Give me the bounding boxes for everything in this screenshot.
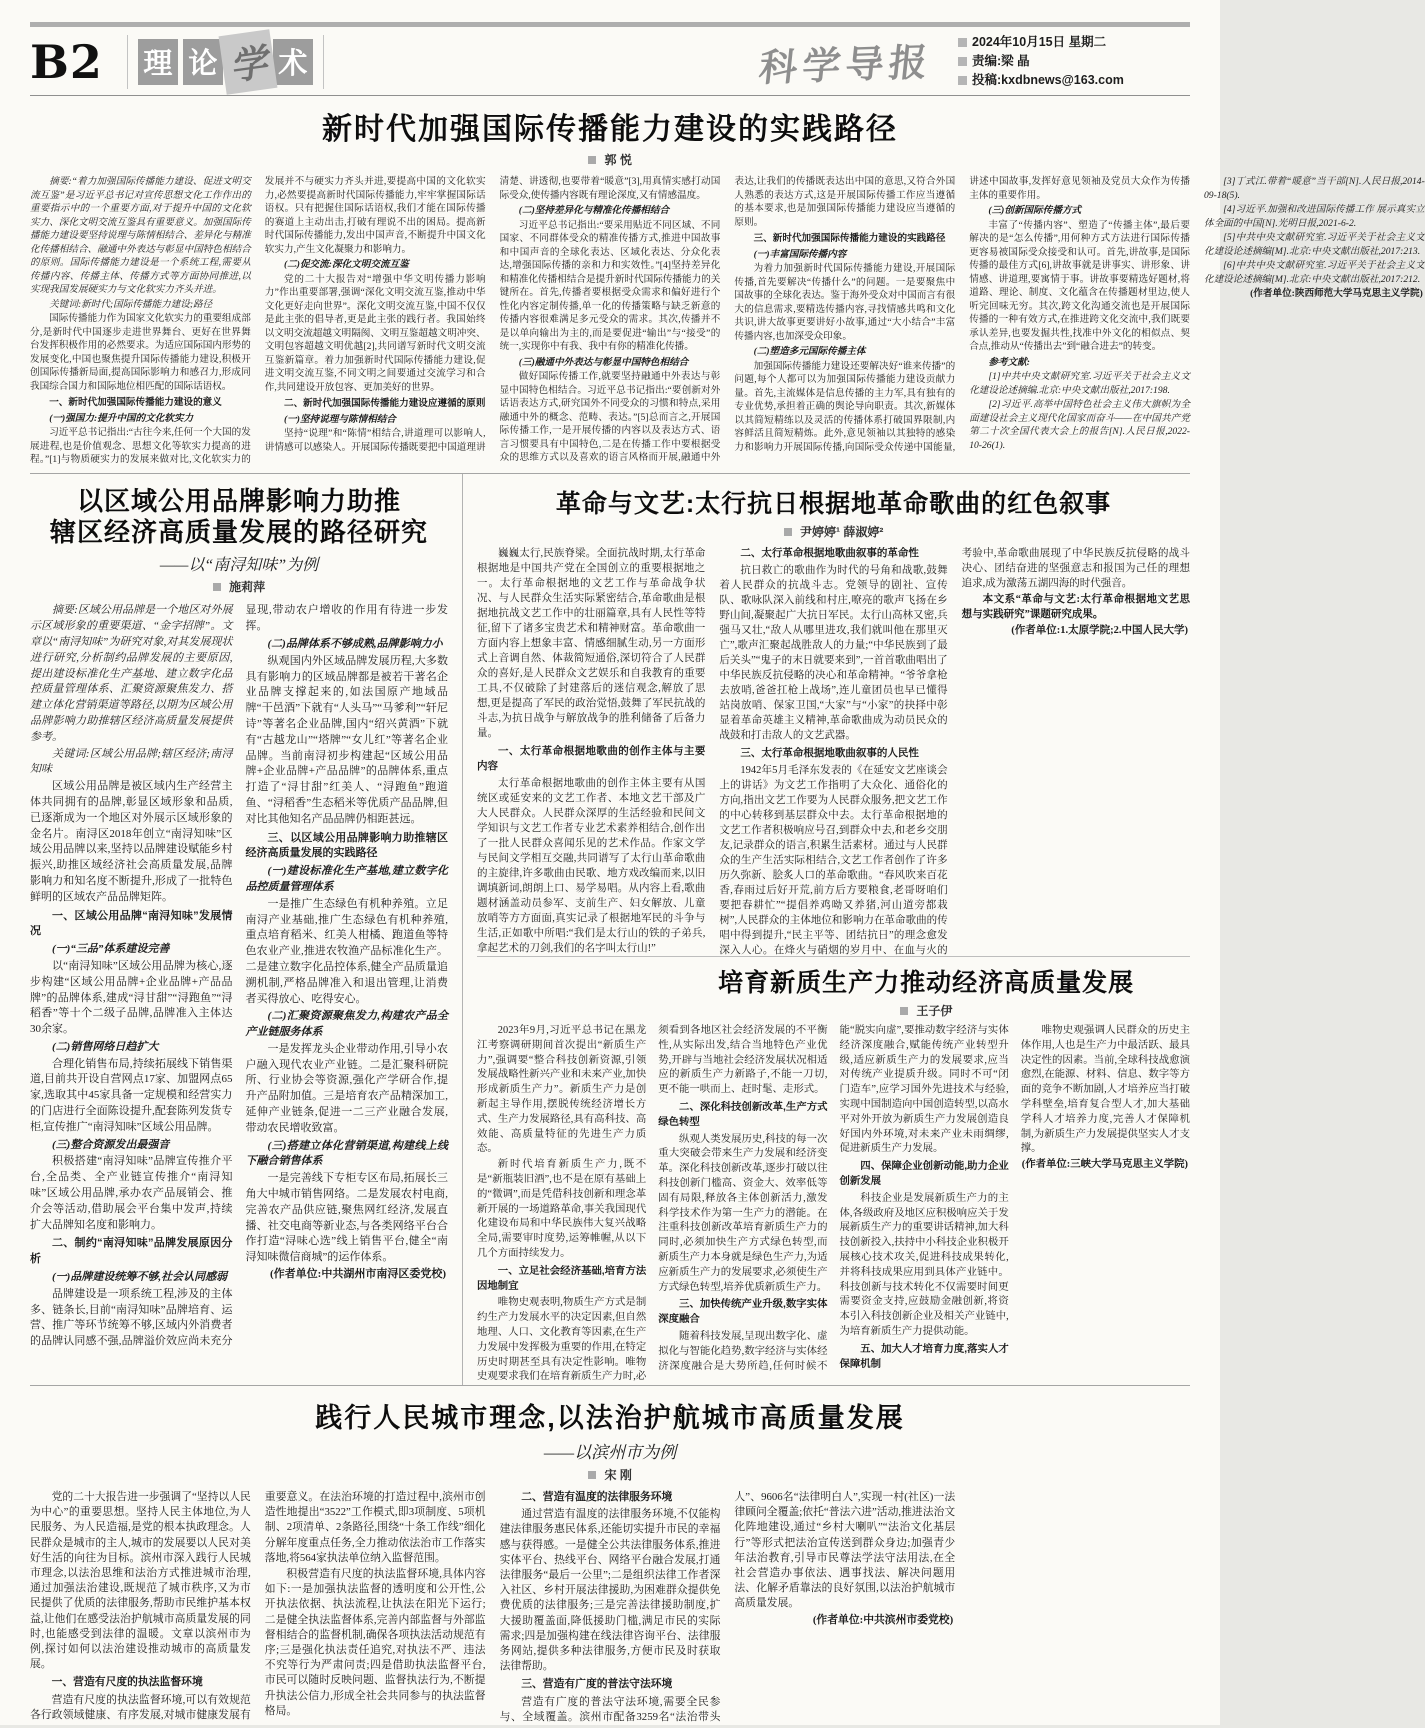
page-number: B2 [30, 34, 103, 89]
subsection-heading: (一)丰富国际传播内容 [753, 248, 847, 260]
right-column-block [463, 474, 1190, 1385]
body-paragraph: 2023年9月,习近平总书记在黑龙江考察调研期间首次提出“新质生产力”,强调要“整合科技创新资源,引领发展战略性新兴产业和未来产业,加快形成新质生产力”。新质生产力是创新起主导作用,摆脱传统经济增长方式、生产力发展路径,具有高科技、高效能、高质量特征的先进生产力质态。 [477, 1025, 647, 1155]
section-logo [138, 39, 313, 88]
author-unit: (作者单位:中共湖州市南浔区委党校) [270, 1268, 446, 1281]
body-paragraph: 做好国际传播工作,就要坚持融通中外表达与彰显中国特色相结合。习近平总书记指出:“要创新对外话语表达方式,研究国外不同受众的习惯和特点,采用融通中外的概念、范畴、表达。”[5]总而言之,开展国际传播工作,一是开展传播的内容以及表达方式、语言习惯要具有中国特色,二是在传播工作中要根据受众的思维方式以及喜欢的语言风格而开展,融通中外表达,让我们的传播既表达出中国的意思,又符合外国人熟悉的表达方式,这是开展国际传播工作应当遵循的基本要求,也是加强国际传播能力建设应当遵循的原则。 [499, 176, 956, 463]
article-title: 革命与文艺:太行抗日根据地革命歌曲的红色叙事 [555, 490, 1112, 518]
section-heading: 三、以区域公用品牌影响力助推辖区经济高质量发展的实践路径 [245, 831, 448, 860]
subsection-heading: (一)坚持说理与陈情相结合 [283, 413, 396, 425]
subsection-heading: 参考文献: [988, 356, 1030, 368]
body-paragraph: 科技企业是发展新质生产力的主体,各级政府及地区应积极响应关于发展新质生产力的重要讲话精神,加大科技创新投入,扶持中小科技企业积极开展核心技术攻关,促进科技成果转化,并将科技成果应用到具体产业链中。科技创新与技术转化不仅需要时间更需要资金支持,应鼓励金融创新,将资本引入科技创新企业及相关产业链中,为培育新质生产力提供动能。 [839, 1192, 1009, 1337]
section-heading: 三、加快传统产业升级,数字实体深度融合 [658, 1299, 828, 1326]
byline-marker-icon [588, 1471, 596, 1479]
abstract-paragraph: 关键词:新时代;国际传播能力建设;路径 [49, 298, 213, 310]
body-paragraph: 区域公用品牌是被区域内生产经营主体共同拥有的品牌,彰显区域形象和品质,已逐渐成为一个地区对外展示区域形象的金名片。南浔区2018年创立“南浔知味”区域公用品牌以来,坚持以品牌建设赋能乡村振兴,助推区域经济社会高质量发展,品牌影响力和知名度不断提升,形成了一批特色鲜明的区域农产品品牌矩阵。 [30, 780, 233, 903]
body-paragraph: 丰富了“传播内容”、塑造了“传播主体”,最后要解决的是“怎么传播”,用何种方式方法进行国际传播更容易被国际受众接受和认可。首先,讲故事,是国际传播的最佳方式[6],讲故事就是讲事实、讲形象、讲情感、讲道理,要寓情于事。讲故事要精选好题材,将道路、理论、制度、文化蕴含在传播题材里边,使人听完回味无穷。其次,跨文化沟通交流也是开展国际传播的一种有效方式,在推进跨文化交流中,我们既要承认差异,也要发掘共性,找准中外文化的相似点、契合点,推动从“传播出去”到“融合进去”的转变。 [969, 219, 1190, 352]
reference-entry: [6]中共中央文献研究室.习近平关于社会主义文化建设论述摘编[M].北京:中央文献出版社,2017:212. [1203, 260, 1425, 285]
project-note: 本文系“革命与文艺:太行革命根据地文艺思想与实践研究”课题研究成果。 [961, 594, 1190, 620]
square-bullet-icon [958, 38, 967, 47]
newspaper-masthead: 科学导报 [756, 39, 935, 90]
square-bullet-icon [958, 76, 967, 85]
article-revolutionary-songs [477, 474, 1190, 956]
reference-entry: [3]丁式江.带着“暖意”当干部[N].人民日报,2014-09-18(5). [1203, 176, 1425, 201]
author-unit: (作者单位:陕西师范大学马克思主义学院) [1250, 288, 1423, 299]
body-paragraph: 坚持“说理”和“陈情”相结合,讲道理可以影响人,讲情感可以感染人。开展国际传播既要把中国道理讲清楚、讲透彻,也要带着“暖意”[3],用真情实感打动国际受众,使传播内容既有理论深度,又有情感温度。 [264, 176, 721, 453]
header-divider [127, 35, 128, 89]
article-title: 新时代加强国际传播能力建设的实践路径 [322, 113, 898, 146]
body-paragraph: 加强国际传播能力建设还要解决好“谁来传播”的问题,每个人都可以为加强国际传播能力建设贡献力量。首先,主流媒体是信息传播的主力军,具有独有的专业优势,承担着正确的舆论导向职责。其次,新媒体以其简短精练以及灵活的传播体系打破国界限制,内容鲜活且简短精炼。此外,意见领袖以其独特的感染力和影响力开展国际传播,向国际受众传递中国能量,讲述中国故事,发挥好意见领袖及党员大众作为传播主体的重要作用。 [734, 176, 1190, 453]
body-paragraph: 营造有广度的普法守法环境,需要全民参与、全域覆盖。滨州市配备3259名“法治带头人”、9606名“法律明白人”,实现一村(社区)一法律顾问全覆盖;依托“普法六进”活动,推进法治文化阵地建设,通过“乡村大喇叭”“法治文化基层行”等形式把法治宣传送到群众身边;加强青少年法治教育,引导市民尊法学法守法用法,在全社会营造办事依法、遇事找法、解决问题用法、化解矛盾靠法的良好氛围,以法治护航城市高质量发展。 [499, 1491, 956, 1723]
body-paragraph: 积极营造有尺度的执法监督环境,具体内容如下:一是加强执法监督的透明度和公开性,公开执法依据、执法流程,让执法在阳光下运行;二是健全执法监督体系,完善内部监督与外部监督相结合的监督机制,确保各项执法活动规范有序;三是强化执法责任追究,对执法不严、违法不究等行为严肃问责;四是借助执法监督平台,市民可以随时反映问题、监督执法行为,不断提升执法公信力,形成全社会共同参与的执法监督格局。 [264, 1568, 486, 1717]
body-paragraph: 纵观人类发展历史,科技的每一次重大突破会带来生产力发展和经济变革。深化科技创新改革,逐步打破以往科技创新门槛高、资金大、效率低等固有局限,释放各主体创新活力,激发科学技术作为第一生产力的潜能。在注重科技创新改革培育新质生产力的同时,必须加快生产方式绿色转型,而新质生产力本身就是绿色生产力,为适应新质生产力的发展要求,必须使生产方式绿色转型,培养优质新质生产力。 [658, 1133, 828, 1293]
section-heading: 一、立足社会经济基础,培育方法因地制宜 [477, 1265, 647, 1292]
subsection-heading: (二)塑造多元国际传播主体 [753, 346, 866, 357]
body-paragraph: 营造有尺度的执法监督环境,可以有效规范各行政领域健康、有序发展,对城市健康发展有重要意义。在法治环境的打造过程中,滨州市创造性地提出“3522”工作模式,即3项制度、5项机制、2项清单、2条路径,围绕“十条工作线”细化分解年度重点任务,全力推动依法治市工作落实落地,将564家执法单位纳入监督范围。 [30, 1491, 486, 1721]
byline-marker-icon [213, 583, 221, 591]
article-new-productive-forces [477, 956, 1190, 1388]
page-header [30, 22, 1190, 96]
body-paragraph: 一是发挥龙头企业带动作用,引导小农户融入现代农业产业链。二是汇聚科研院所、行业协会等资源,强化产学研合作,提升产品附加值。三是培育农产品精深加工,延伸产业链条,促进一二三产业融合发展,带动农民增收致富。 [245, 1042, 448, 1134]
subsection-heading: (一)强国力:提升中国的文化软实力 [49, 412, 194, 424]
article-body-columns [477, 546, 1190, 958]
article-title: 培育新质生产力推动经济高质量发展 [718, 969, 1135, 997]
subsection-heading: (二)促交流:深化文明交流互鉴 [283, 259, 409, 270]
section-heading: 一、新时代加强国际传播能力建设的意义 [49, 397, 222, 408]
body-paragraph: 一是完善线下专柜专区布局,拓展长三角大中城市销售网络。二是发展农村电商,完善农产品供应链,聚焦网红经济,发展直播、社交电商等新业态,与各类网络平台合作打造“浔味心选”线上销售平台,健全“南浔知味微信商城”的运作体系。 [245, 1172, 448, 1264]
date-text: 2024年10月15日 星期二 [972, 35, 1107, 50]
date-row [958, 33, 1190, 52]
article-title-line1: 以区域公用品牌影响力助推 [76, 486, 401, 516]
byline [30, 578, 448, 595]
byline-marker-icon [900, 1007, 908, 1015]
body-paragraph: 唯物史观强调人民群众的历史主体作用,人也是生产力中最活跃、最具决定性的因素。当前,全球科技战愈演愈烈,在能源、材料、信息、数字等方面的竞争不断加剧,人才培养应当打破学科壁垒,培育复合型人才,加大基础学科人才培养力度,完善人才保障机制,为新质生产力发展提供坚实人才支撑。 [1020, 1025, 1190, 1155]
article-subtitle: ——以“南浔知味”为例 [159, 557, 319, 575]
article-body-columns [477, 1024, 1190, 1388]
body-paragraph: 随着科技发展,呈现出数字化、虚拟化与智能化趋势,数字经济与实体经济深度融合是大势所趋,任何时候不能“脱实向虚”,要推动数字经济与实体经济深度融合,赋能传统产业转型升级,适应新质生产力的发展要求,应当对传统产业提质升级。同时不可“闭门造车”,应学习国外先进技术与经验,实现中国制造向中国创造转型,以高水平对外开放为新质生产力发展创造良好国内外环境,对未来产业未雨绸缪,促进新质生产力发展。 [658, 1025, 1009, 1372]
article-title-line2: 辖区经济高质量发展的路径研究 [49, 517, 428, 548]
reference-entry: [2]习近平.高举中国特色社会主义伟大旗帜为全面建设社会主义现代化国家而奋斗——在中国共产党第二十次全国代表大会上的报告[N].人民日报,2022-10-26(1). [969, 399, 1190, 451]
byline [477, 523, 1190, 540]
section-heading: 一、营造有尺度的执法监督环境 [51, 1676, 203, 1689]
body-paragraph: 合理化销售布局,持续拓展线下销售渠道,目前共开设自营网点17家、加盟网点65家,选取其中45家具备一定规模和经营实力的门店进行全面陈设提升,配套陈列发货专柜,宣传推广“南浔知味”区域公用品牌。 [30, 1057, 233, 1133]
body-paragraph: 积极搭建“南浔知味”品牌宣传推介平台,全品类、全产业链宣传推介“南浔知味”区域公用品牌,承办农产品展销会、推介会等活动,借助展会平台集中发声,持续扩大品牌知名度和影响力。 [30, 1155, 233, 1231]
section-heading: 三、营造有广度的普法守法环境 [521, 1678, 673, 1691]
body-paragraph: 1942年5月毛泽东发表的《在延安文艺座谈会上的讲话》为文艺工作指明了大众化、通俗化的方向,指出文艺工作要为人民群众服务,把文艺工作的中心转移到基层群众中去。太行革命根据地的文艺工作者积极响应号召,到群众中去,和老乡交朋友,记录群众的语言,积累生活素材。通过与人民群众的生产生活实际相结合,文艺工作者创作了许多历久弥新、脍炙人口的革命歌曲。“春风吹来百花香,春雨过后好开荒,前方后方要粮食,老哥呀咱们要把春耕忙”“提倡养鸡呦又养猪,河山道旁都栽树”,人民群众的主体地位和影响力在革命歌曲的传唱中得到提升,“民主平等、团结抗日”的理念愈发深入人心。在烽火与硝烟的岁月中、在血与火的考验中,革命歌曲展现了中华民族反抗侵略的战斗决心、团结奋进的坚强意志和报国为己任的理想追求,成为激荡五湖四海的时代强音。 [719, 548, 1190, 956]
submission-email-text: 投稿:kxdbnews@163.com [972, 72, 1124, 87]
body-paragraph: 为着力加强新时代国际传播能力建设,开展国际传播,首先要解决“传播什么”的问题。一是要聚焦中国故事的全球化表达。鉴于海外受众对中国而言有很大的信息需求,要精选传播内容,寻找情感共鸣和文化共识,讲大故事更要讲好小故事,通过“大小结合”丰富传播内容,也加深受众印象。 [734, 263, 956, 342]
reference-entry: [5]中共中央文献研究室.习近平关于社会主义文化建设论述摘编[M].北京:中央文献出版社,2017:213. [1203, 232, 1425, 257]
header-divider [323, 35, 324, 89]
article-international-communication [30, 96, 1425, 474]
author-unit: (作者单位:1.太原学院;2.中国人民大学) [1011, 625, 1188, 636]
byline-marker-icon [588, 156, 596, 164]
top-rule [30, 22, 1190, 27]
abstract-paragraph: 摘要:“着力加强国际传播能力建设、促进文明交流互鉴”是习近平总书记对宣传思想文化工作作出的重要指示中的一个重要方面,对于提升中国的文化软实力、深化文明交流互鉴具有重要意义。加强国际传播能力建设要坚持说理与陈情相结合、差异化与精准化传播相结合、融通中外表达与彰显中国特色相结合的原则。国际传播能力建设是一个系统工程,需要从传播内容、传播主体、传播方式等方面协同推进,以实现我国发展硬实力与文化软实力齐头并进。 [30, 176, 251, 295]
body-paragraph: 新时代培育新质生产力,既不是“新瓶装旧酒”,也不是在原有基础上的“微调”,而是凭借科技创新和理念革新开展的一场道路革命,事关我国现代化建设布局和中华民族伟大复兴战略全局,需要审时度势,运筹帷幄,从以下几个方面持续发力。 [477, 1159, 647, 1259]
body-paragraph: 纵观国内外区域品牌发展历程,大多数具有影响力的区域品牌都是被若干著名企业品牌支撑起来的,如法国原产地域品牌“干邑酒”下就有“人头马”“马爹利”“轩尼诗”等著名企业品牌,国内“绍兴黄酒”下就有“古越龙山”“塔牌”“女儿红”等著名企业品牌。当前南浔初步构建起“区域公用品牌+企业品牌+产品品牌”的品牌体系,重点打造了“浔甘甜”红美人、“浔跑鱼”跑道鱼、“浔稻香”生态稻米等优质产品品牌,但对比其他知名产品品牌仍相距甚远。 [245, 654, 448, 825]
section-heading: 二、制约“南浔知味”品牌发展原因分析 [30, 1237, 233, 1266]
submission-row [958, 71, 1190, 90]
abstract-paragraph: 关键词:区域公用品牌;辖区经济;南浔知味 [30, 747, 233, 776]
article-regional-brand [30, 474, 462, 1385]
middle-band [30, 474, 1190, 1386]
section-heading: 三、新时代加强国际传播能力建设的实践路径 [753, 233, 946, 244]
section-heading: 一、区域公用品牌“南浔知味”发展情况 [30, 909, 233, 938]
subsection-heading: (三)创新国际传播方式 [988, 205, 1082, 216]
author-name: 郭 悦 [604, 153, 632, 167]
section-heading: 一、太行革命根据地歌曲的创作主体与主要内容 [477, 745, 706, 772]
article-subtitle: ——以滨州市为例 [543, 1443, 677, 1462]
author-unit: (作者单位:三峡大学马克思主义学院) [1021, 1159, 1188, 1171]
editor-row [958, 52, 1190, 71]
byline [30, 151, 1190, 168]
author-name: 尹婷婷¹ 薛淑婷² [800, 525, 884, 539]
subsection-heading: (三)搭建立体化营销渠道,构建线上线下融合销售体系 [245, 1139, 448, 1168]
body-paragraph: 巍巍太行,民族脊梁。全面抗战时期,太行革命根据地是中国共产党在全国创立的重要根据地之一。太行革命根据地的文艺工作与革命战争状况、与人民群众生活实际紧密结合,革命歌曲是根据地抗战文艺工作中的壮丽篇章,具有人民性等特征,留下了诸多宝贵艺术和精神财富。革命歌曲一方面内容上想象丰富、情感细腻生动,另一方面形式上音调自然、体裁简短通俗,深切符合了人民群众的喜好,是人民群众文艺娱乐和自我教育的重要工具,不仅破除了封建落后的迷信观念,解放了思想,更是提高了军民的政治觉悟,鼓舞了军民抗战的斗志,为抗日战争与解放战争的胜利储备了后备力量。 [477, 548, 706, 739]
article-title: 践行人民城市理念,以法治护航城市高质量发展 [315, 1403, 905, 1433]
section-heading: 二、营造有温度的法律服务环境 [521, 1491, 673, 1503]
section-heading: 五、加大人才培育力度,落实人才保障机制 [839, 1343, 1009, 1370]
section-logo-char: 理 [138, 39, 178, 85]
section-logo-char-stylized: 学 [218, 29, 277, 94]
subsection-heading: (二)销售网络日趋扩大 [52, 1040, 159, 1053]
byline-marker-icon [784, 528, 792, 536]
body-paragraph: 党的二十大报告对“增强中华文明传播力影响力”作出重要部署,强调“深化文明交流互鉴,推动中华文化更好走向世界”。深化文明交流互鉴,中国不仅仅是此主张的倡导者,更是此主张的践行者。我国始终以文明交流超越文明隔阂、文明互鉴超越文明冲突、文明包容超越文明优越[2],共同谱写新时代文明交流互鉴新篇章。着力加强新时代国际传播能力建设,促进文明交流互鉴,不同文明之间要通过交流学习和合作,共同建设开放包容、更加美好的世界。 [264, 273, 486, 393]
body-paragraph: 品牌建设是一项系统工程,涉及的主体多、链条长,目前“南浔知味”品牌培育、运营、推广等环节统筹不够,区域内外消费者的品牌认同感不强,品牌溢价效应尚未充分显现,带动农户增收的作用有待进一步发挥。 [30, 604, 448, 1348]
section-logo-char: 论 [183, 39, 223, 85]
header-row [30, 34, 1190, 96]
article-body-columns [30, 1490, 1190, 1728]
subsection-heading: (一)品牌建设统筹不够,社会认同感弱 [52, 1271, 228, 1284]
body-paragraph: 通过营造有温度的法律服务环境,不仅能构建法律服务惠民体系,还能切实提升市民的幸福感与获得感。一是健全公共法律服务体系,推进实体平台、热线平台、网络平台融合发展,打通法律服务“最后一公里”;二是组织法律工作者深入社区、乡村开展法律援助,为困难群众提供免费优质的法律服务;三是完善法律援助制度,扩大援助覆盖面,降低援助门槛,满足市民的实际需求;四是加强构建在线法律咨询平台、法律服务网站,提供多种法律服务,方便市民及时获取法律帮助。 [499, 1508, 721, 1673]
body-paragraph: 习近平总书记指出:“要采用贴近不同区域、不同国家、不同群体受众的精准传播方式,推进中国故事和中国声音的全球化表达、区域化表达、分众化表达,增强国际传播的亲和力和实效性。”[4]坚持差异化和精准化传播相结合是提升新时代国际传播能力的关键所在。首先,传播者要根据受众需求和偏好进行个性化内容定制传播,单一化的传播策略与缺乏新意的传播内容很难满足多元受众的需求。其次,传播并不是以单向输出为主的,而是要促进“输出”与“接受”的统一,实现你中有我、我中有你的精准化传播。 [499, 219, 721, 352]
section-heading: 四、保障企业创新动能,助力企业创新发展 [839, 1161, 1009, 1187]
byline [662, 1002, 1190, 1019]
body-paragraph: 国际传播能力作为国家文化软实力的重要组成部分,是新时代中国逐步走进世界舞台、更好在世界舞台发挥积极作用的必然要求。为适应国际国内形势的发展变化,中国也聚焦提升国际传播能力建设,积极开创国际传播新局面,提高国际影响力和感召力,形成同我国综合国力和国际地位相匹配的国际话语权。 [30, 313, 251, 392]
reference-entry: [1]中共中央文献研究室.习近平关于社会主义文化建设论述摘编.北京:中央文献出版社,2017:198. [969, 371, 1190, 396]
section-heading: 二、深化科技创新改革,生产方式绿色转型 [658, 1101, 828, 1128]
body-paragraph: 习近平总书记指出:“古往今来,任何一个大国的发展进程,也是价值观念、思想文化等软实力提高的进程。”[1]与物质硬实力的发展来做对比,文化软实力的发展并不与硬实力齐头并进,要提高中国的文化软实力,必然要提高新时代国际传播能力,牢牢掌握国际话语权。只有把握住国际话语权,我们才能在国际传播的赛道上主动出击,打破有理说不出的困局。提高新时代国际传播能力,发出中国声音,不断提升中国文化软实力,产生文化凝聚力和影响力。 [30, 176, 486, 465]
body-paragraph: 党的二十大报告进一步强调了“坚持以人民为中心”的重要思想。坚持人民主体地位,为人民服务、为人民造福,是党的根本执政理念。人民群众是城市的主人,城市的发展要以人民对美好生活的向往为目标。滨州市深入践行人民城市理念,以法治思维和法治方式推进城市治理,通过加强法治建设,既规范了城市秩序,又为市民提供了优质的法律服务,帮助市民维护基本权益,让他们在感受法治护航城市高质量发展的同时,也能感受到法律的温暖。文章以滨州市为例,探讨如何以法治建设推动城市的高质量发展。 [30, 1491, 251, 1671]
body-paragraph: 太行革命根据地歌曲的创作主体主要有从国统区或延安来的文艺工作者、本地文艺干部及广大人民群众。人民群众深厚的生活经验和民间文学知识与文艺工作者专业艺术素养相结合,创作出了一批人民群众喜闻乐见的艺术作品。作家文学与民间文学相互交融,共同谱写了太行山革命歌曲的主旋律,许多歌曲由民歌、地方戏改编而来,以旧调填新词,朗朗上口、易学易唱。从内容上看,歌曲题材涵盖动员参军、支前生产、妇女解放、儿童放哨等方方面面,真实记录了根据地军民的斗争与生活,正如歌中所唱:“我们是太行山的铁的子弟兵,拿起艺术的刀剑,我们的名字叫太行山!” [477, 778, 706, 954]
section-heading: 三、太行革命根据地歌曲叙事的人民性 [740, 747, 919, 759]
subsection-heading: (一)建设标准化生产基地,建立数字化品控质量管理体系 [245, 865, 448, 893]
author-name: 王子伊 [916, 1004, 953, 1018]
reference-entry: [4]习近平.加强和改进国际传播工作 展示真实立体全面的中国[N].光明日报,2021-6-2. [1203, 204, 1425, 229]
author-name: 宋 刚 [604, 1468, 632, 1482]
subsection-heading: (一)“三品”体系建设完善 [52, 943, 170, 956]
body-paragraph: 抗日救亡的歌曲作为时代的号角和战歌,鼓舞着人民群众的抗战斗志。党领导的剧社、宣传队、歌咏队深入前线和村庄,嘹亮的歌声飞扬在乡野山间,凝聚起广大抗日军民。太行山高林又密,兵强马又壮,“敌人从哪里进攻,我们就叫他在那里灭亡”,歌声汇聚起战胜敌人的力量;“中华民族到了最后关头”“鬼子的末日就要来到”,一首首歌曲唱出了中华民族反抗侵略的决心和革命精神。“爷爷拿枪去放哨,爸爸扛枪上战场”,连儿童团员也早已懂得站岗放哨、保家卫国,“大家”与“小家”的抉择中彰显着革命英雄主义精神,革命歌曲成为动员民众的战鼓和打击敌人的文艺武器。 [719, 565, 948, 741]
subsection-heading: (二)汇聚资源聚焦发力,构建农产品全产业链服务体系 [245, 1010, 448, 1039]
subsection-heading: (三)融通中外表达与彰显中国特色相结合 [518, 356, 689, 368]
subsection-heading: (三)整合资源发出最强音 [52, 1138, 170, 1151]
section-heading: 二、新时代加强国际传播能力建设应遵循的原则 [283, 398, 486, 409]
subsection-heading: (二)坚持差异化与精准化传播相结合 [518, 205, 670, 216]
author-unit: (作者单位:中共滨州市委党校) [812, 1613, 954, 1626]
dateline-block [958, 33, 1190, 89]
article-body-columns [30, 603, 448, 1361]
square-bullet-icon [958, 57, 967, 66]
subsection-heading: (二)品牌体系不够成熟,品牌影响力小 [267, 637, 443, 650]
article-body-columns [30, 175, 1425, 475]
section-heading: 二、太行革命根据地歌曲叙事的革命性 [740, 547, 919, 559]
article-people-city-rule-of-law [30, 1386, 1190, 1723]
editor-text: 责编:梁 晶 [972, 54, 1030, 69]
author-name: 施莉萍 [229, 580, 266, 595]
byline [30, 1466, 1190, 1483]
section-logo-char: 术 [273, 39, 313, 85]
body-paragraph: 一是推广生态绿色有机种养殖。立足南浔产业基础,推广生态绿色有机种养殖,重点培育稻米、红美人柑橘、跑道鱼等特色农业产业,推进农牧渔产品标准化生产。二是建立数字化品控体系,健全产品质量追溯机制,严格品牌准入和退出管理,让消费者买得放心、吃得安心。 [245, 897, 448, 1005]
body-paragraph: 唯物史观表明,物质生产方式是制约生产力发展水平的决定因素,但自然地理、人口、文化教育等因素,在生产力发展中发挥极为重要的作用,在特定历史时期甚至具有决定性影响。唯物史观要求我们在培育新质生产力时,必须看到各地区社会经济发展的不平衡性,从实际出发,结合当地特色产业优势,开辟与当地社会经济发展状况相适应的新质生产力新路子,不能一刀切,更不能一哄而上、赶时髦、走形式。 [477, 1025, 828, 1383]
abstract-paragraph: 摘要:区域公用品牌是一个地区对外展示区域形象的重要渠道、“金字招牌”。文章以“南浔知味”为研究对象,对其发展现状进行研究,分析制约品牌发展的主要原因,提出建设标准化生产基地、建立数字化品控质量管理体系、汇聚资源聚焦发力、搭建立体化营销渠道等路径,以期为区域公用品牌影响力助推辖区经济高质量发展提供参考。 [30, 604, 233, 743]
body-paragraph: 以“南浔知味”区域公用品牌为核心,逐步构建“区域公用品牌+企业品牌+产品品牌”的品牌体系,建成“浔甘甜”“浔跑鱼”“浔稻香”等十个二级子品牌,品牌准入主体达30余家。 [30, 959, 233, 1036]
